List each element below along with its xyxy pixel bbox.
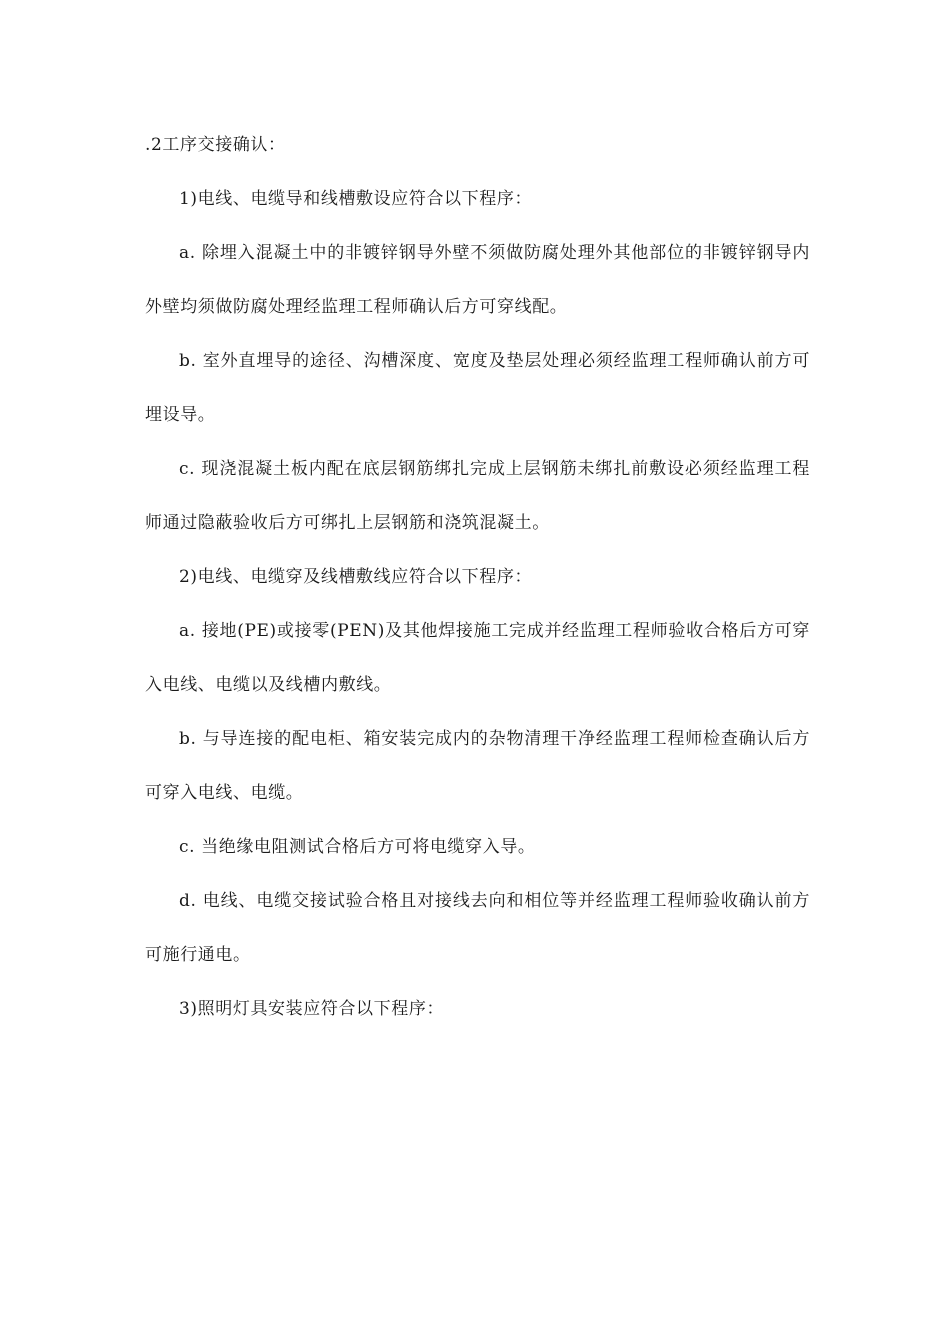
section-heading: .2工序交接确认： [145,135,286,155]
paragraph-2c: c. 当绝缘电阻测试合格后方可将电缆穿入导。 [179,837,536,857]
paragraph-1a: a. 除埋入混凝土中的非镀锌钢导外壁不须做防腐处理外其他部位的非镀锌钢导内外壁均须做防腐处理经监理工程师确认后方可穿线配。 [145,243,810,317]
paragraph-3-lighting: 3)照明灯具安装应符合以下程序： [179,999,445,1019]
paragraph-2a: a. 接地(PE)或接零(PEN)及其他焊接施工完成并经监理工程师验收合格后方可穿入电线、电缆以及线槽内敷线。 [145,621,810,695]
paragraph-2-wire-threading: 2)电线、电缆穿及线槽敷线应符合以下程序： [179,567,533,587]
paragraph-1c: c. 现浇混凝土板内配在底层钢筋绑扎完成上层钢筋未绑扎前敷设必须经监理工程师通过隐蔽验收后方可绑扎上层钢筋和浇筑混凝土。 [145,459,810,533]
document-body [145,118,810,1036]
paragraph-2d: d. 电线、电缆交接试验合格且对接线去向和相位等并经监理工程师验收确认前方可施行通电。 [145,891,810,965]
paragraph-1b: b. 室外直埋导的途径、沟槽深度、宽度及垫层处理必须经监理工程师确认前方可埋设导。 [145,351,810,425]
paragraph-2b: b. 与导连接的配电柜、箱安装完成内的杂物清理干净经监理工程师检查确认后方可穿入电线、电缆。 [145,729,810,803]
paragraph-1-cable-conduit: 1)电线、电缆导和线槽敷设应符合以下程序： [179,189,533,209]
